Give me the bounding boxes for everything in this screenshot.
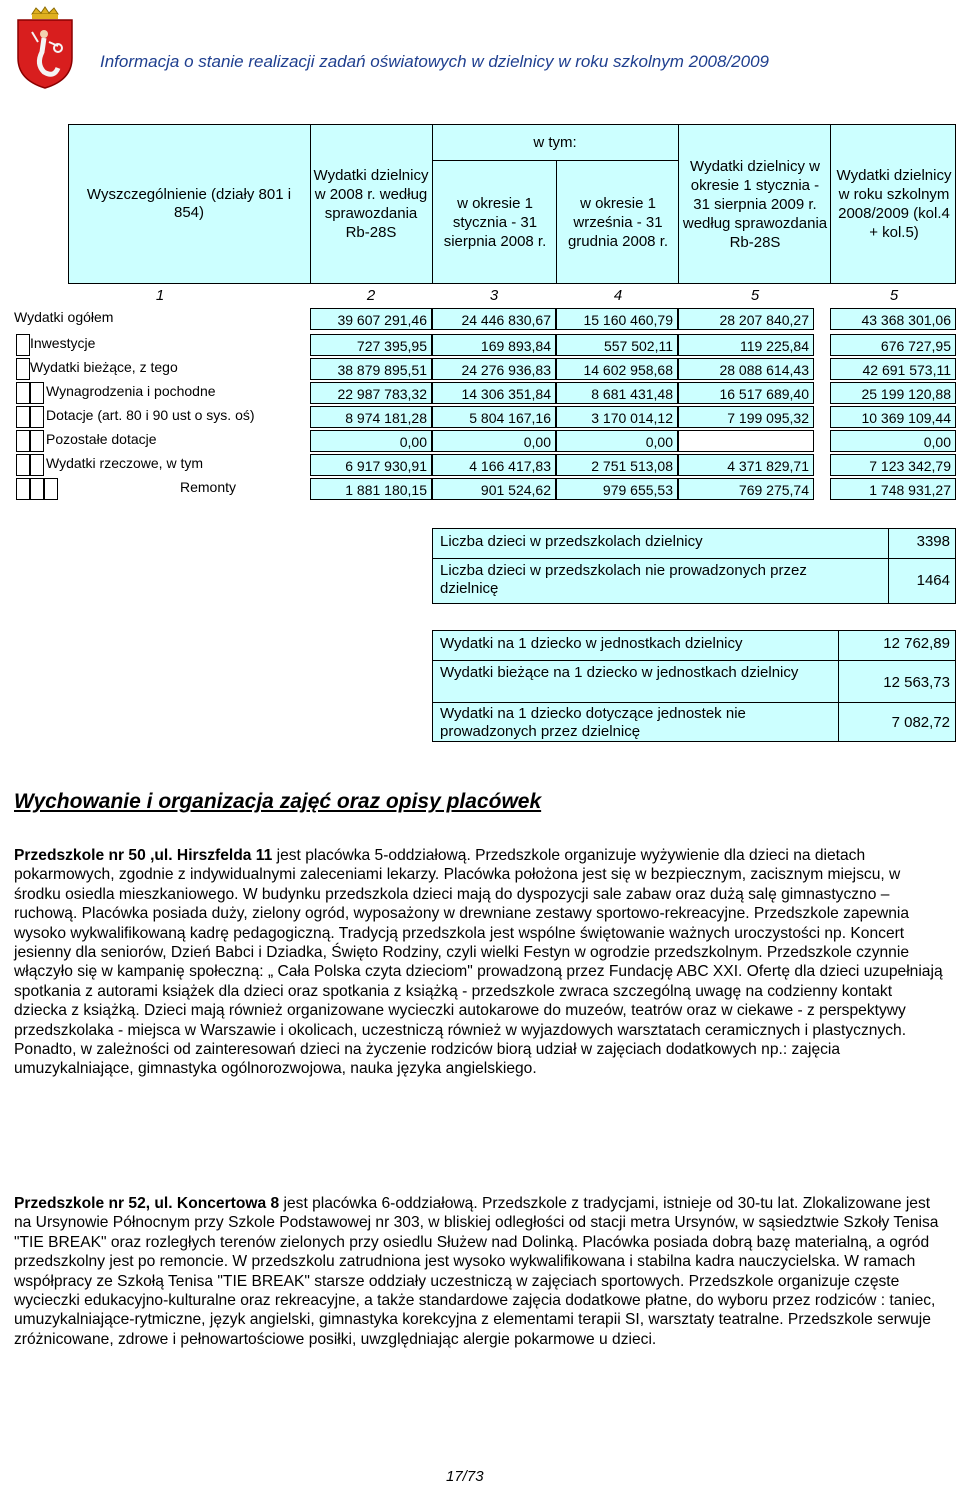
- indent-cell: [30, 454, 44, 476]
- value-cell: [830, 478, 956, 500]
- value-cell: [830, 308, 956, 330]
- value-cell: [310, 478, 432, 500]
- indent-cell: [16, 358, 30, 380]
- kindergarten-name: Przedszkole nr 52, ul. Koncertowa 8: [14, 1195, 280, 1212]
- children-count-label: Liczba dzieci w przedszkolach nie prowadzonych przez dzielnicę: [440, 562, 807, 597]
- cost-value: 12 563,73: [883, 674, 950, 691]
- value-text: 42 691 573,11: [862, 362, 951, 378]
- col-header-jan-aug-2009: Wydatki dzielnicy w okresie 1 stycznia - 31 sierpnia 2009 r. według sprawozdania Rb-28S: [682, 157, 828, 251]
- row-label: Dotacje (art. 80 i 90 ust o sys. oś): [46, 407, 255, 423]
- value-text: 557 502,11: [603, 338, 673, 354]
- value-text: 5 804 167,16: [469, 410, 551, 426]
- col-header-wtym: w tym:: [533, 133, 577, 151]
- row-label: Pozostałe dotacje: [46, 431, 157, 447]
- value-text: 727 395,95: [356, 338, 427, 354]
- kindergarten-52-description: [14, 1194, 946, 1349]
- indent-cell: [30, 478, 44, 500]
- value-text: 28 207 840,27: [719, 312, 809, 328]
- value-cell: [310, 430, 432, 452]
- value-cell: [556, 308, 678, 330]
- value-cell: [310, 308, 432, 330]
- col-number: 5: [889, 286, 899, 304]
- value-cell: [556, 478, 678, 500]
- value-text: 676 727,95: [880, 338, 951, 354]
- value-cell: [678, 478, 814, 500]
- value-text: 6 917 930,91: [345, 458, 427, 474]
- value-cell: [678, 454, 814, 476]
- value-cell: [678, 308, 814, 330]
- value-text: 119 225,84: [739, 338, 809, 354]
- kindergarten-text: jest placówka 6-oddziałową. Przedszkole z tradycjami, istnieje od 30-tu lat. Zlokalizowane jest na Ursynowie Północnym przy Szkole Podstawowej nr 303, w bliskiej odległości od stacji metra Ursynów, w sąsiedztwie Szkoły Tenisa "TIE BREAK" oraz rozległych terenów zielonych przy osiedlu Służew nad Dolinką. Placówka posiada dobrą bazę materialną, a ogród przedszkolny jest po remoncie. W przedszkolu zatrudniona jest wysoko wykwalifikowana i stabilna kadra nauczycielska. W ramach współpracy ze Szkołą Tenisa "TIE BREAK" starsze oddziały uczestniczą w zajęciach sportowych. Przedszkole organizuje częste wycieczki edukacyjno-kulturalne oraz rekreacyjne, a także standardowe zajęcia dodatkowe płatne, do wyboru przez rodziców : taniec, umuzykalniające-rytmiczne, język angielski, gimnastyka korekcyjna z elementami terapii SI, warsztaty teatralne. Przedszkole serwuje zróżnicowane, zdrowe i pełnowartościowe posiłki, uwzględniając alergie pokarmowe u dzieci.: [14, 1195, 939, 1348]
- value-cell: [678, 358, 814, 380]
- value-cell: [830, 454, 956, 476]
- children-count-label: Liczba dzieci w przedszkolach dzielnicy: [440, 533, 703, 550]
- value-text: 25 199 120,88: [861, 386, 951, 402]
- warsaw-crest-icon: [14, 6, 76, 90]
- indent-cell: [30, 406, 44, 428]
- indent-cell: [30, 430, 44, 452]
- value-text: 2 751 513,08: [591, 458, 673, 474]
- row-label: Wynagrodzenia i pochodne: [46, 383, 216, 399]
- indent-cell: [16, 430, 30, 452]
- col-header-desc: Wyszczególnienie (działy 801 i 854): [86, 186, 292, 221]
- value-text: 38 879 895,51: [337, 362, 427, 378]
- kindergarten-text: jest placówka 5-oddziałową. Przedszkole organizuje wyżywienie dla dzieci na dietach pokarmowych, zgodnie z indywidualnymi zaleceniami lekarzy. Placówka położona jest się w bezpiecznym, zacisznym miejscu, w środku osiedla mieszkaniowego. W budynku przedszkola dzieci mają do dyspozycji sale zabaw oraz dużą salę gimnastyczno – ruchową. Placówka posiada duży, zielony ogród, wyposażony w drewniane zestawy sportowo-rekreacyjne. Przedszkole zapewnia wysoko wykwalifikowaną kadrę pedagogiczną. Tradycją przedszkola jest wspólne świętowanie ważnych uroczystości np. Koncert jesienny dla seniorów, Dzień Babci i Dziadka, Święto Rodziny, czyli wielki Festyn w ogrodzie przedszkolnym. Przedszkole czynnie włączyło się w kampanię społeczną: „ Cała Polska czyta dzieciom" prowadzoną przez Fundację ABC XXI. Ofertę dla dzieci uzupełniają spotkania z autorami książek dla dzieci oraz spotkania z książką - przedszkole zwraca szczególną uwagę na codzienny kontakt dziecka z książką. Dzieci mają również organizowane wycieczki autokarowe do muzeów, teatrów oraz w ciekawe - z perspektywy przedszkolaka - miejsca w Warszawie i okolicach, uczestniczą również w wyjazdowych warsztatach ceramicznych i plastycznych. Ponadto, w zależności od zainteresowań dzieci na życzenie rodziców biorą udział w zajęciach dodatkowych np.: zajęcia umuzykalniające, gimnastyka ogólnorozwojowa, nauka języka angielskiego.: [14, 847, 943, 1078]
- value-text: 39 607 291,46: [337, 312, 427, 328]
- value-cell: [432, 406, 556, 428]
- col-number: 2: [366, 286, 376, 304]
- col-header-sep-dec-2008: w okresie 1 września - 31 grudnia 2008 r.: [567, 194, 669, 250]
- value-text: 1 881 180,15: [345, 482, 427, 498]
- value-text: 28 088 614,43: [719, 362, 809, 378]
- value-text: 901 524,62: [480, 482, 551, 498]
- value-text: 169 893,84: [480, 338, 551, 354]
- value-text: 8 681 431,48: [591, 386, 673, 402]
- value-text: 979 655,53: [602, 482, 673, 498]
- value-text: 769 275,74: [738, 482, 809, 498]
- row-label: Wydatki bieżące, z tego: [30, 359, 178, 375]
- value-text: 4 166 417,83: [469, 458, 551, 474]
- indent-cell: [30, 382, 44, 404]
- row-label: Wydatki ogółem: [14, 309, 114, 325]
- page-number: 17/73: [446, 1468, 484, 1485]
- value-text: 24 276 936,83: [461, 362, 551, 378]
- value-cell: [432, 478, 556, 500]
- value-cell: [556, 406, 678, 428]
- value-text: 15 160 460,79: [583, 312, 673, 328]
- value-cell: [310, 334, 432, 356]
- value-cell: [432, 454, 556, 476]
- row-label: Wydatki rzeczowe, w tym: [46, 455, 204, 471]
- col-header-school-year: Wydatki dzielnicy w roku szkolnym 2008/2009 (kol.4 + kol.5): [836, 167, 952, 241]
- value-text: 14 306 351,84: [461, 386, 551, 402]
- col-number: 5: [750, 286, 760, 304]
- value-cell: [556, 358, 678, 380]
- indent-cell: [16, 382, 30, 404]
- indent-cell: [16, 334, 30, 356]
- value-cell: [556, 334, 678, 356]
- col-header-jan-aug-2008: w okresie 1 stycznia - 31 sierpnia 2008 r.: [443, 194, 547, 250]
- value-cell: [432, 358, 556, 380]
- value-text: 16 517 689,40: [719, 386, 809, 402]
- value-cell: [310, 406, 432, 428]
- value-cell: [556, 454, 678, 476]
- value-text: 1 748 931,27: [869, 482, 951, 498]
- value-cell: [830, 358, 956, 380]
- value-text: 10 369 109,44: [861, 410, 951, 426]
- value-cell: [432, 334, 556, 356]
- value-cell: [830, 406, 956, 428]
- cost-label: Wydatki na 1 dziecko dotyczące jednostek nie prowadzonych przez dzielnicę: [440, 705, 746, 740]
- value-text: 22 987 783,32: [337, 386, 427, 402]
- cost-label: Wydatki na 1 dziecko w jednostkach dzielnicy: [440, 635, 743, 652]
- value-text: 14 602 958,68: [583, 362, 673, 378]
- value-cell: [310, 454, 432, 476]
- value-cell: [432, 382, 556, 404]
- value-cell: [830, 334, 956, 356]
- children-count-value: 1464: [916, 572, 950, 589]
- value-cell: [678, 406, 814, 428]
- value-cell: [678, 382, 814, 404]
- value-cell: [432, 308, 556, 330]
- col-number: 1: [155, 286, 165, 304]
- value-text: 0,00: [645, 434, 673, 450]
- value-text: 3 170 014,12: [591, 410, 673, 426]
- indent-cell: [16, 406, 30, 428]
- col-number: 4: [613, 286, 623, 304]
- indent-cell: [16, 478, 30, 500]
- value-cell: [556, 382, 678, 404]
- indent-cell: [16, 454, 30, 476]
- cost-value: 7 082,72: [891, 714, 950, 731]
- row-label: Remonty: [180, 479, 237, 495]
- cost-label: Wydatki bieżące na 1 dziecko w jednostkach dzielnicy: [440, 664, 799, 681]
- col-number: 3: [489, 286, 499, 304]
- col-header-2008: Wydatki dzielnicy w 2008 r. według sprawozdania Rb-28S: [313, 167, 429, 241]
- value-cell: [556, 430, 678, 452]
- value-cell: [310, 382, 432, 404]
- row-label: Inwestycje: [30, 335, 96, 351]
- value-cell: [830, 430, 956, 452]
- indent-cell: [44, 478, 58, 500]
- kindergarten-name: Przedszkole nr 50 ,ul. Hirszfelda 11: [14, 847, 273, 864]
- value-text: 4 371 829,71: [727, 458, 809, 474]
- value-text: 0,00: [523, 434, 551, 450]
- kindergarten-50-description: [14, 846, 946, 1079]
- value-text: 7 199 095,32: [727, 410, 809, 426]
- value-text: 7 123 342,79: [869, 458, 951, 474]
- value-text: 0,00: [399, 434, 427, 450]
- value-cell: [310, 358, 432, 380]
- value-cell: [678, 430, 814, 452]
- value-text: 24 446 830,67: [461, 312, 551, 328]
- value-cell: [830, 382, 956, 404]
- value-text: 43 368 301,06: [861, 312, 951, 328]
- value-cell: [432, 430, 556, 452]
- children-count-value: 3398: [916, 533, 950, 550]
- document-header-title: Informacja o stanie realizacji zadań oświatowych w dzielnicy w roku szkolnym 2008/2009: [100, 52, 769, 71]
- value-text: 0,00: [923, 434, 951, 450]
- value-text: 8 974 181,28: [345, 410, 427, 426]
- section-heading: Wychowanie i organizacja zajęć oraz opisy placówek: [14, 790, 542, 813]
- cost-value: 12 762,89: [883, 635, 950, 652]
- value-cell: [678, 334, 814, 356]
